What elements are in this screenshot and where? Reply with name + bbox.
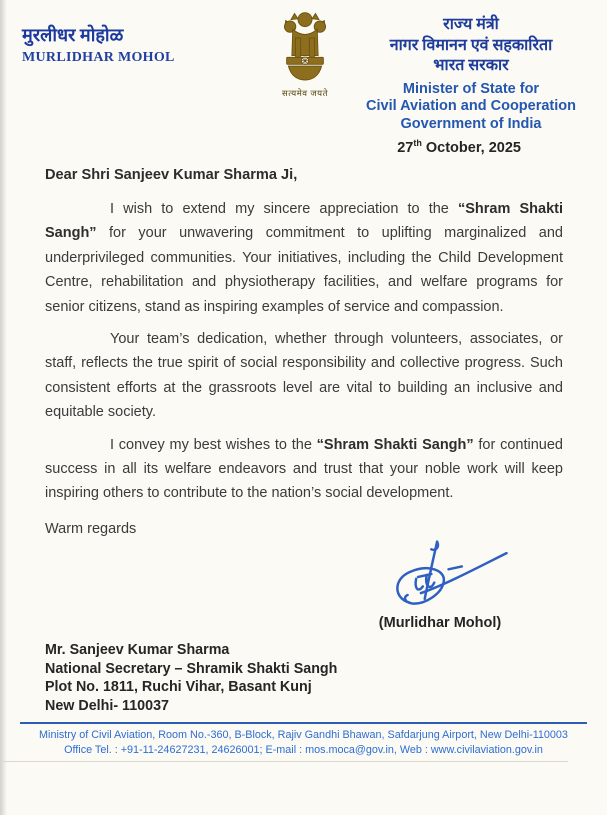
body-paragraph-2 xyxy=(45,327,563,425)
paragraph-text: I convey my best wishes to the xyxy=(110,436,317,453)
sender-name-devanagari: मुरलीधर मोहोळ xyxy=(22,25,124,45)
paragraph-text: for continued success in all its welfare endeavors and trust that your noble work will keep inspiring others to contribute to the nation’s social development. xyxy=(45,436,563,502)
body-paragraph-1 xyxy=(45,197,563,319)
date-rest: October, 2025 xyxy=(421,139,521,156)
footer-address-line: Ministry of Civil Aviation, Room No.-360, B-Block, Rajiv Gandhi Bhawan, Safdarjung Airport, New Delhi-110003 xyxy=(39,729,568,741)
paragraph-bold-text: “Shram Shakti Sangh” xyxy=(45,201,564,242)
emblem-motto: सत्यमेव जयते xyxy=(282,88,328,98)
date-ordinal: th xyxy=(413,138,422,148)
recipient-city: New Delhi- 110037 xyxy=(45,697,169,714)
national-emblem-block xyxy=(252,8,358,99)
paragraph-bold-text: “Shram Shakti Sangh” xyxy=(316,436,474,453)
recipient-address-block xyxy=(45,641,337,715)
sender-name-block xyxy=(22,24,175,66)
body-paragraph-3 xyxy=(45,433,563,506)
paragraph-text: Your team’s dedication, whether through volunteers, associates, or staff, reflects the true spirit of social responsibility and collective progress. Such consistent efforts at the grassroots level are vital to building an inclusive and equitable society. xyxy=(45,331,563,421)
salutation: Dear Shri Sanjeev Kumar Sharma Ji, xyxy=(45,167,298,183)
office-title-english-2: Civil Aviation and Cooperation xyxy=(366,98,576,114)
scan-page-bottom-edge xyxy=(2,761,568,762)
office-title-devanagari-1: राज्य मंत्री xyxy=(443,16,499,33)
recipient-title: National Secretary – Shramik Shakti Sangh xyxy=(45,660,338,677)
paragraph-text: for your unwavering commitment to uplifting marginalized and underprivileged communities. Your initiatives, including the Child Development Centre, rehabilitation and physiotherapy facilities, and welfare programs for senior citizens, stand as inspiring examples of service and compassion. xyxy=(45,225,563,315)
office-title-devanagari-3: भारत सरकार xyxy=(433,57,509,74)
office-title-block xyxy=(352,15,590,133)
office-title-english-3: Government of India xyxy=(400,115,542,132)
recipient-street: Plot No. 1811, Ruchi Vihar, Basant Kunj xyxy=(45,679,312,695)
office-title-devanagari-2: नागर विमानन एवं सहकारिता xyxy=(389,36,553,54)
sender-name-english: MURLIDHAR MOHOL xyxy=(22,50,175,65)
signature-ink-icon xyxy=(386,536,511,614)
closing-phrase: Warm regards xyxy=(45,520,137,537)
paragraph-text: I wish to extend my sincere appreciation to the xyxy=(110,201,458,217)
letter-date xyxy=(397,138,521,156)
recipient-name: Mr. Sanjeev Kumar Sharma xyxy=(45,642,230,658)
ashoka-lion-capital-icon xyxy=(277,8,333,82)
date-day: 27 xyxy=(397,139,414,156)
scan-edge-artifact xyxy=(0,0,7,815)
letterhead-footer xyxy=(20,722,587,758)
footer-contact-line: Office Tel. : +91-11-24627231, 24626001; E-mail : mos.moca@gov.in, Web : www.civilaviation.gov.in xyxy=(64,744,543,756)
signatory-name: (Murlidhar Mohol) xyxy=(378,615,502,631)
letter-body xyxy=(45,167,563,551)
office-title-english-1: Minister of State for xyxy=(402,80,540,97)
